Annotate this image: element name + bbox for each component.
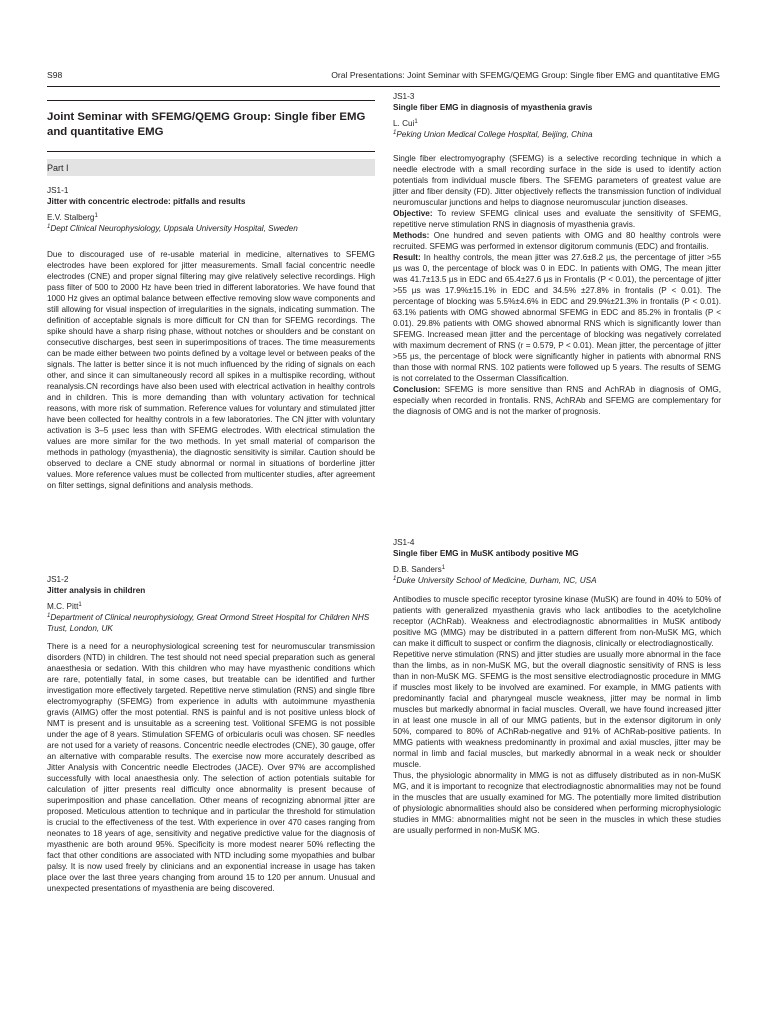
abstract-js1-3 [393,91,721,417]
affiliation: $^1$Department of Clinical neurophysiology, Great Ormond Street Hospital for Children NHS Trust, London, UK [47,613,370,633]
result-paragraph: Result: In healthy controls, the mean jitter was 27.6±8.2 µs, the percentage of jitter >55 µs was 0, the percentage of block was 0 in EDC. In patients with OMG, The mean jitter was 41.7±13.5 µs in EDC and 65.4±27.6 µs in Frontalis (P < 0.01), the percentage of jitter >55 µs was 17.9%±15.1% in EDC and 34.5% ±27.8% in frontalis (P < 0.01). The percentage of blocking was 5.5%±4.6% in EDC and 29.9%±21.3% in frontalis (P < 0.01). 63.1% patients with OMG showed abnormal SFEMG in EDC and 85.2% in frontalis (P < 0.01). 29.8% patients with OMG showed abnormal RNS which is significantly lower than SFEMG. Increased mean jitter and the percentage of blocking was negatively correlated with maximum decrement of RNS (r = 0.579, P < 0.01). Mean jitter, the percentage of jitter >55 µs, the percentage of block were significantly higher in patients with abnormal RNS than those with normal RNS. 102 patients were followed up 5 years. The results of SEMG is not correlated to the Osserman Classificaltion. [393,253,721,383]
section-title-block [47,100,375,140]
body-paragraph: Antibodies to muscle specific receptor tyrosine kinase (MuSK) are found in 40% to 50% of patients with generalized myasthenia gravis who lack antibodies to the acetylcholine receptor (AChRab). Weakness and electrodiagnostic abnormalities in MuSK antibody positive MG (MMG) may be distributed in a pattern different from non-MuSK MG, which can make it difficult to suspect or confirm the diagnosis, clinically or electrodiagnostically. [393,595,721,648]
abstract-title: Single fiber EMG in diagnosis of myasthenia gravis [393,103,593,112]
abstract-title: Single fiber EMG in MuSK antibody positive MG [393,549,579,558]
methods-paragraph: Methods: One hundred and seven patients with OMG and 80 healthy controls were recruited. SFEMG was performed in extensor digitorum communis (EDC) and frontailis. [393,231,721,251]
author: M.C. Pitt$^1$ [47,602,82,611]
page-number: S98 [47,70,63,80]
objective-paragraph: Objective: To review SFEMG clinical uses and evaluate the sensitivity of SFEMG, repetitive nerve stimulation RNS in diagnosis of myasthenia gravis. [393,209,721,229]
abstract-body: There is a need for a neurophysiological screening test for neuromuscular transmission disorders (NTD) in children. The test should not need special preparation such as general anaesthesia or sedation. With this children who may have myasthenic conditions which are rare, potentially fatal, in some cases, but treatable can be identified and further investigation more effectively targeted. Repetitive nerve stimulation (RNS) and single fibre electromyography (SFEMG) from experience in adults with autoimmune myasthenia gravis (AIMG) offer the most potential. RNS is painful and is not positive unless block of NMT is present and is unsuitable as a screening test. Volitional SFEMG is not possible under the age of 8 years. Stimulation SFEMG of orbicularis oculi was chosen. SF needles are not used for a variety of reasons. Concentric needle electrodes (CNE), 30 gauge, offer an alternative with comparable results. The exercise now more accurately described as Jitter Analysis with Concentric needle Electrodes (JACE). Over 97% are accomplished successfully with local anaesthesia only. The selection of action potentials suitable for calculation of jitter presents real difficulty once abnormality is present because of superimposition and phase cancellation. Other means of recognizing abnormal jitter are proposed. Meticulous attention to technique and in particular the threshold for stimulation is crucial to the effectiveness of the test. With experience in over 470 cases ranging from neonates to 18 years of age, sensitivity and negative predictive value for the diagnosis of myasthenic are both around 95%. Specificity is more modest nearer 50% reflecting the fact that other conditions are associated with NTD including some myopathies and bulbar palsy. It is now used freely by clinicians and an exponential increase in usage has taken place over the last three years changing from around 15 to 120 per annum. Unusual and unexpected presentations of myasthenia are being discovered. [47,642,375,893]
body-paragraph: Thus, the physiologic abnormality in MMG is not as diffusely distributed as in non-MuSK MG, and it is important to recognize that electrodiagnostic abnormalities may not be found in the muscles that are usually examined for MG. The potentially more limited distribution of physiologic abnormalities should also be considered when performing microphysiologic studies in MMG: abnormalities might not be seen in the muscles in which these studies are usually performed in non-MuSK MG. [393,771,721,835]
body-paragraph: Repetitive nerve stimulation (RNS) and jitter studies are usually more abnormal in the face than the limbs, as in non-MuSK MG, but the overall diagnostic sensitivity of RNS is less than in non-MuSK MG. SFEMG is the most sensitive electrodiagnostic procedure in MMG if muscles most likely to be involved are examined. For example, in MMG patients with predominantly facial and pharyngeal muscle weakness, jitter may be normal in limb muscles but markedly abnormal in facial muscles. Overall, we have found increased jitter in at least one muscle in all of our MMG patients, but in the extensor digitorum in only 50%, compared to 80% of AChRab-negative and 91% of AChRab-positive patients. In MMG patients with weakness predominantly in proximal and axial muscles, jitter may be normal in limb and facial muscles, but markedly abnormal in a weak neck or shoulder muscle. [393,650,721,769]
author: L. Cui$^1$ [393,119,418,128]
part-label: Part I [47,163,69,173]
section-title: Joint Seminar with SFEMG/QEMG Group: Single fiber EMG and quantitative EMG [47,111,366,138]
abstract-js1-4 [393,537,721,836]
affiliation: $^1$Duke University School of Medicine, Durham, NC, USA [393,576,597,585]
abstract-title: Jitter with concentric electrode: pitfalls and results [47,197,246,206]
abstract-body [393,153,721,417]
abstract-js1-2 [47,574,375,894]
part-band [47,159,375,176]
running-title: Oral Presentations: Joint Seminar with SFEMG/QEMG Group: Single fiber EMG and quantitative EMG [331,70,720,80]
affiliation: $^1$Dept Clinical Neurophysiology, Uppsala University Hospital, Sweden [47,224,298,233]
abstract-js1-1 [47,185,375,491]
header-rule [47,86,720,87]
abstract-title: Jitter analysis in children [47,586,146,595]
page-header [47,70,720,82]
intro-paragraph: Single fiber electromyography (SFEMG) is a selective recording technique in which a needle electrode with a small recording surface in the side is used to identify action potentials from individual muscle fibers. The SFEMG parameters of greatest value are jitter and fiber density (FD). Jitter objectively reflects the transmission function of individual neuromuscular junctions and helps to diagnose neuromuscular junction diseases. [393,154,721,207]
abstract-id: JS1-3 [393,92,415,101]
abstract-body [393,594,721,836]
abstract-id: JS1-1 [47,186,69,195]
affiliation: $^1$Peking Union Medical College Hospital, Beijing, China [393,130,593,139]
abstract-id: JS1-4 [393,538,415,547]
conclusion-paragraph: Conclusion: SFEMG is more sensitive than RNS and AchRAb in diagnosis of OMG, especially when recorded in frontalis. RNS, AchRAb and SFEMG are complementary for the diagnosis of OMG and is not the marker of prognosis. [393,385,721,416]
abstract-id: JS1-2 [47,575,69,584]
author: E.V. Stalberg$^1$ [47,213,98,222]
author: D.B. Sanders$^1$ [393,565,446,574]
abstract-body: Due to discouraged use of re-usable material in medicine, alternatives to SFEMG electrodes have been explored for jitter measurements. Small facial concentric needle electrodes (CNE) and proper signal filtering may give relatively selective recordings. High pass filter of 500 to 2000 Hz have been tried in different laboratories. We have found that 1000 Hz gives an optimal balance between effective removing slow wave components and still allowing for visual inspection of irregularities in the signals, indicating summation. The definition of acceptable signals is more difficult for CN than for SFEMG recordings. The spike should have a sharp rising phase, without notches or shoulders and be constant on consecutive discharges, best seen in superimpositions of traces. The time measurements can be made either between two points defined by a voltage level or between peaks of the signals. The latter is better since it is not much influenced by the riding of signals on each other, and since it can simultaneously record all spikes in a multispike recording, without reanalysis.CN recordings have also been used with electrical activation in healthy controls and in children. This is more demanding than with voluntary activation for technical reasons, with more risk of summation. Reference values for voluntary and stimulated jitter have been collected for healthy controls in a few laboratories. The CN jitter with voluntary activation is 3–5 µsec less than with SFEMG electrodes. With electrical stimulation the values are more similar for the two methods. In yet small material of comparison the methods in pathology (myasthenia), the diagnostic sensitivity is similar. Caution should be observed to declare a CNE study abnormal or normal in situations of borderline jitter values. More reference values must be collected from multicenter studies, after agreement on filter settings, signal definitions and analysis methods. [47,250,375,490]
section-rule-bottom [47,151,375,152]
